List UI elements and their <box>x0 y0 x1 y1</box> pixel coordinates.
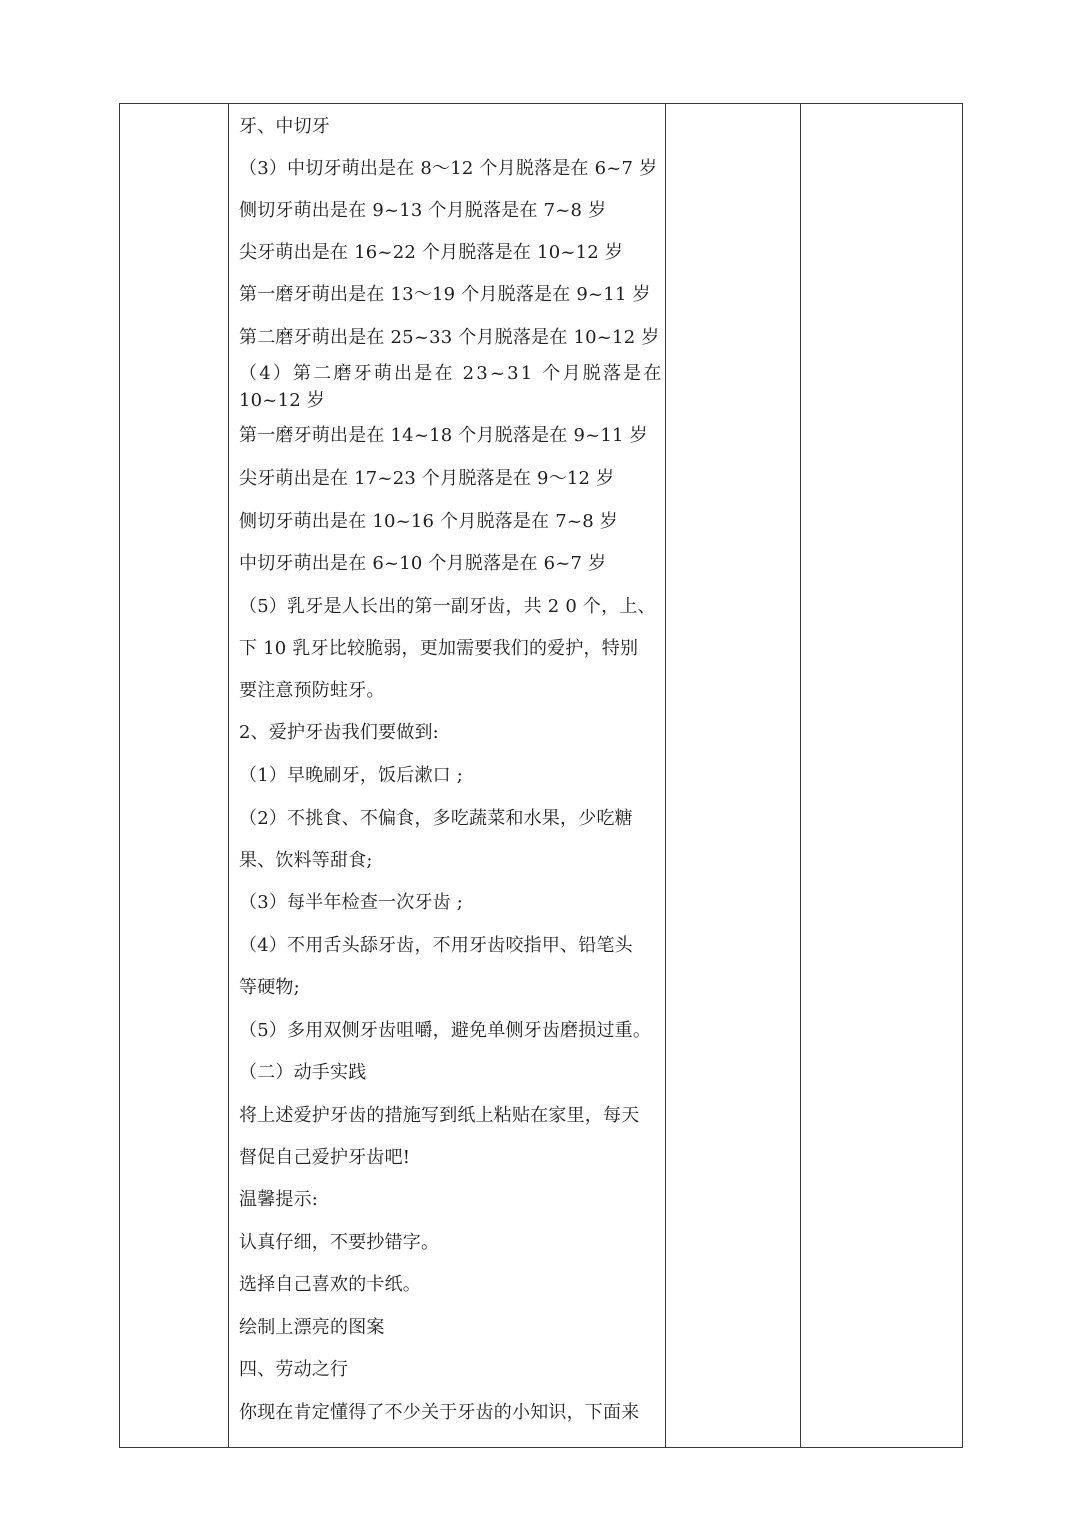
text-line: 果、饮料等甜食; <box>239 850 373 871</box>
text-line: 第一磨牙萌出是在 13～19 个月脱落是在 9~11 岁 <box>239 284 651 305</box>
lesson-table <box>119 103 963 1448</box>
text-line: 第一磨牙萌出是在 14~18 个月脱落是在 9~11 岁 <box>239 425 648 446</box>
text-line: 尖牙萌出是在 16~22 个月脱落是在 10~12 岁 <box>239 242 624 263</box>
lesson-content-cell <box>229 104 666 1447</box>
text-line: 绘制上漂亮的图案 <box>239 1317 385 1338</box>
text-line: 认真仔细，不要抄错字。 <box>239 1232 440 1253</box>
table-column-divider <box>800 104 801 1447</box>
text-line: （5）多用双侧牙齿咀嚼，避免单侧牙齿磨损过重。 <box>239 1020 652 1041</box>
text-line: 等硬物; <box>239 977 300 998</box>
text-line: （2）不挑食、不偏食，多吃蔬菜和水果，少吃糖 <box>239 808 633 829</box>
text-line: 要注意预防蛀牙。 <box>239 680 385 701</box>
text-line: 10~12 岁 <box>239 390 326 411</box>
text-line: （1）早晚刷牙，饭后漱口 ; <box>239 765 464 786</box>
text-line: 督促自己爱护牙齿吧! <box>239 1147 411 1168</box>
text-line: （3）每半年检查一次牙齿 ; <box>239 892 464 913</box>
text-line: （4）不用舌头舔牙齿，不用牙齿咬指甲、铅笔头 <box>239 935 633 956</box>
text-line: 牙、中切牙 <box>239 116 330 137</box>
text-line: 将上述爱护牙齿的措施写到纸上粘贴在家里，每天 <box>239 1105 640 1126</box>
text-line: 你现在肯定懂得了不少关于牙齿的小知识，下面来 <box>239 1402 640 1423</box>
text-line: 第二磨牙萌出是在 25~33 个月脱落是在 10~12 岁 <box>239 327 660 348</box>
text-line: （3）中切牙萌出是在 8～12 个月脱落是在 6~7 岁 <box>239 158 658 179</box>
text-line: （5）乳牙是人长出的第一副牙齿，共 2 0 个，上、 <box>239 596 656 617</box>
text-line: （4）第二磨牙萌出是在 23~31 个月脱落是在 <box>239 363 664 384</box>
text-line: 2、爱护牙齿我们要做到: <box>239 722 439 743</box>
text-line: 尖牙萌出是在 17~23 个月脱落是在 9～12 岁 <box>239 468 615 489</box>
text-line: 下 10 乳牙比较脆弱，更加需要我们的爱护，特别 <box>239 638 639 659</box>
text-line: 侧切牙萌出是在 10~16 个月脱落是在 7~8 岁 <box>239 511 618 532</box>
text-line: 侧切牙萌出是在 9~13 个月脱落是在 7~8 岁 <box>239 200 607 221</box>
text-line: 温馨提示: <box>239 1189 319 1210</box>
text-line: （二）动手实践 <box>239 1062 367 1083</box>
text-line: 选择自己喜欢的卡纸。 <box>239 1274 421 1295</box>
text-line: 四、劳动之行 <box>239 1359 349 1380</box>
text-line: 中切牙萌出是在 6~10 个月脱落是在 6~7 岁 <box>239 553 607 574</box>
